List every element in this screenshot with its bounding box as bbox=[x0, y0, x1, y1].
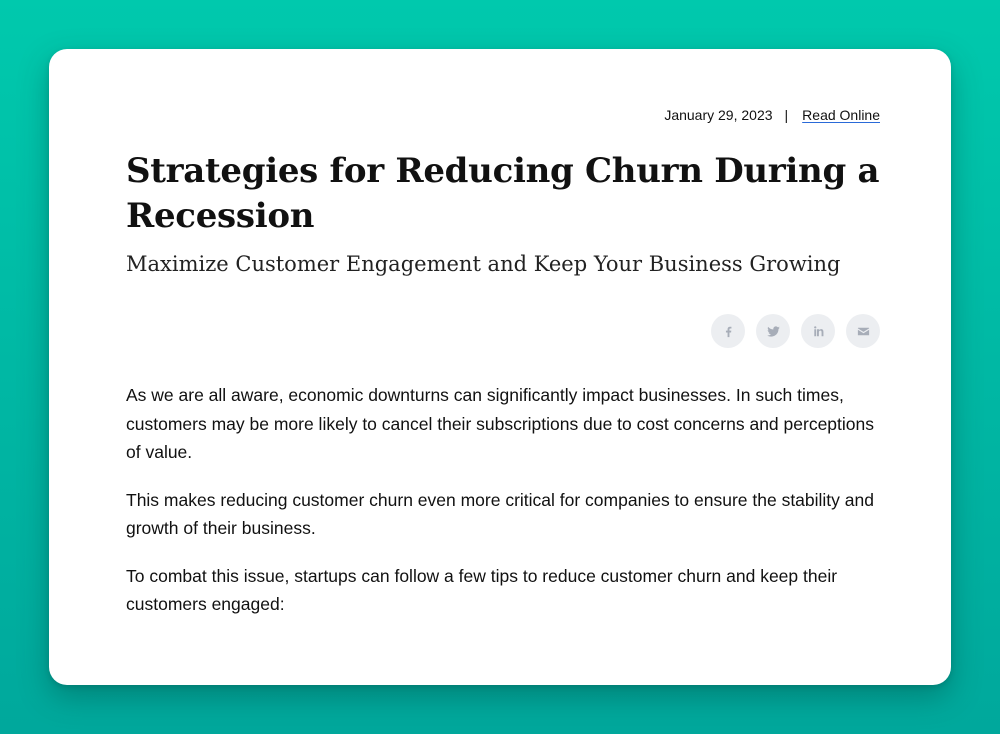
share-twitter-button[interactable] bbox=[756, 314, 790, 348]
read-online-link[interactable]: Read Online bbox=[802, 107, 880, 123]
article-title: Strategies for Reducing Churn During a Recession bbox=[126, 151, 880, 236]
linkedin-icon bbox=[811, 324, 826, 339]
post-meta bbox=[664, 107, 880, 123]
article-body bbox=[126, 381, 876, 638]
article-paragraph: To combat this issue, startups can follow a few tips to reduce customer churn and keep their customers engaged: bbox=[126, 565, 838, 614]
share-linkedin-button[interactable] bbox=[801, 314, 835, 348]
twitter-icon bbox=[766, 324, 781, 339]
post-date: January 29, 2023 bbox=[664, 107, 773, 123]
email-icon bbox=[856, 324, 871, 339]
meta-separator: | bbox=[784, 107, 789, 123]
newsletter-card bbox=[49, 49, 951, 685]
article-subtitle: Maximize Customer Engagement and Keep Your Business Growing bbox=[126, 252, 841, 276]
facebook-icon bbox=[721, 324, 736, 339]
article-paragraph: As we are all aware, economic downturns can significantly impact businesses. In such times, customers may be more likely to cancel their subscriptions due to cost concerns and perceptions of value. bbox=[126, 385, 874, 462]
share-bar bbox=[711, 314, 880, 348]
article-paragraph: This makes reducing customer churn even more critical for companies to ensure the stability and growth of their business. bbox=[126, 489, 874, 538]
share-facebook-button[interactable] bbox=[711, 314, 745, 348]
share-email-button[interactable] bbox=[846, 314, 880, 348]
